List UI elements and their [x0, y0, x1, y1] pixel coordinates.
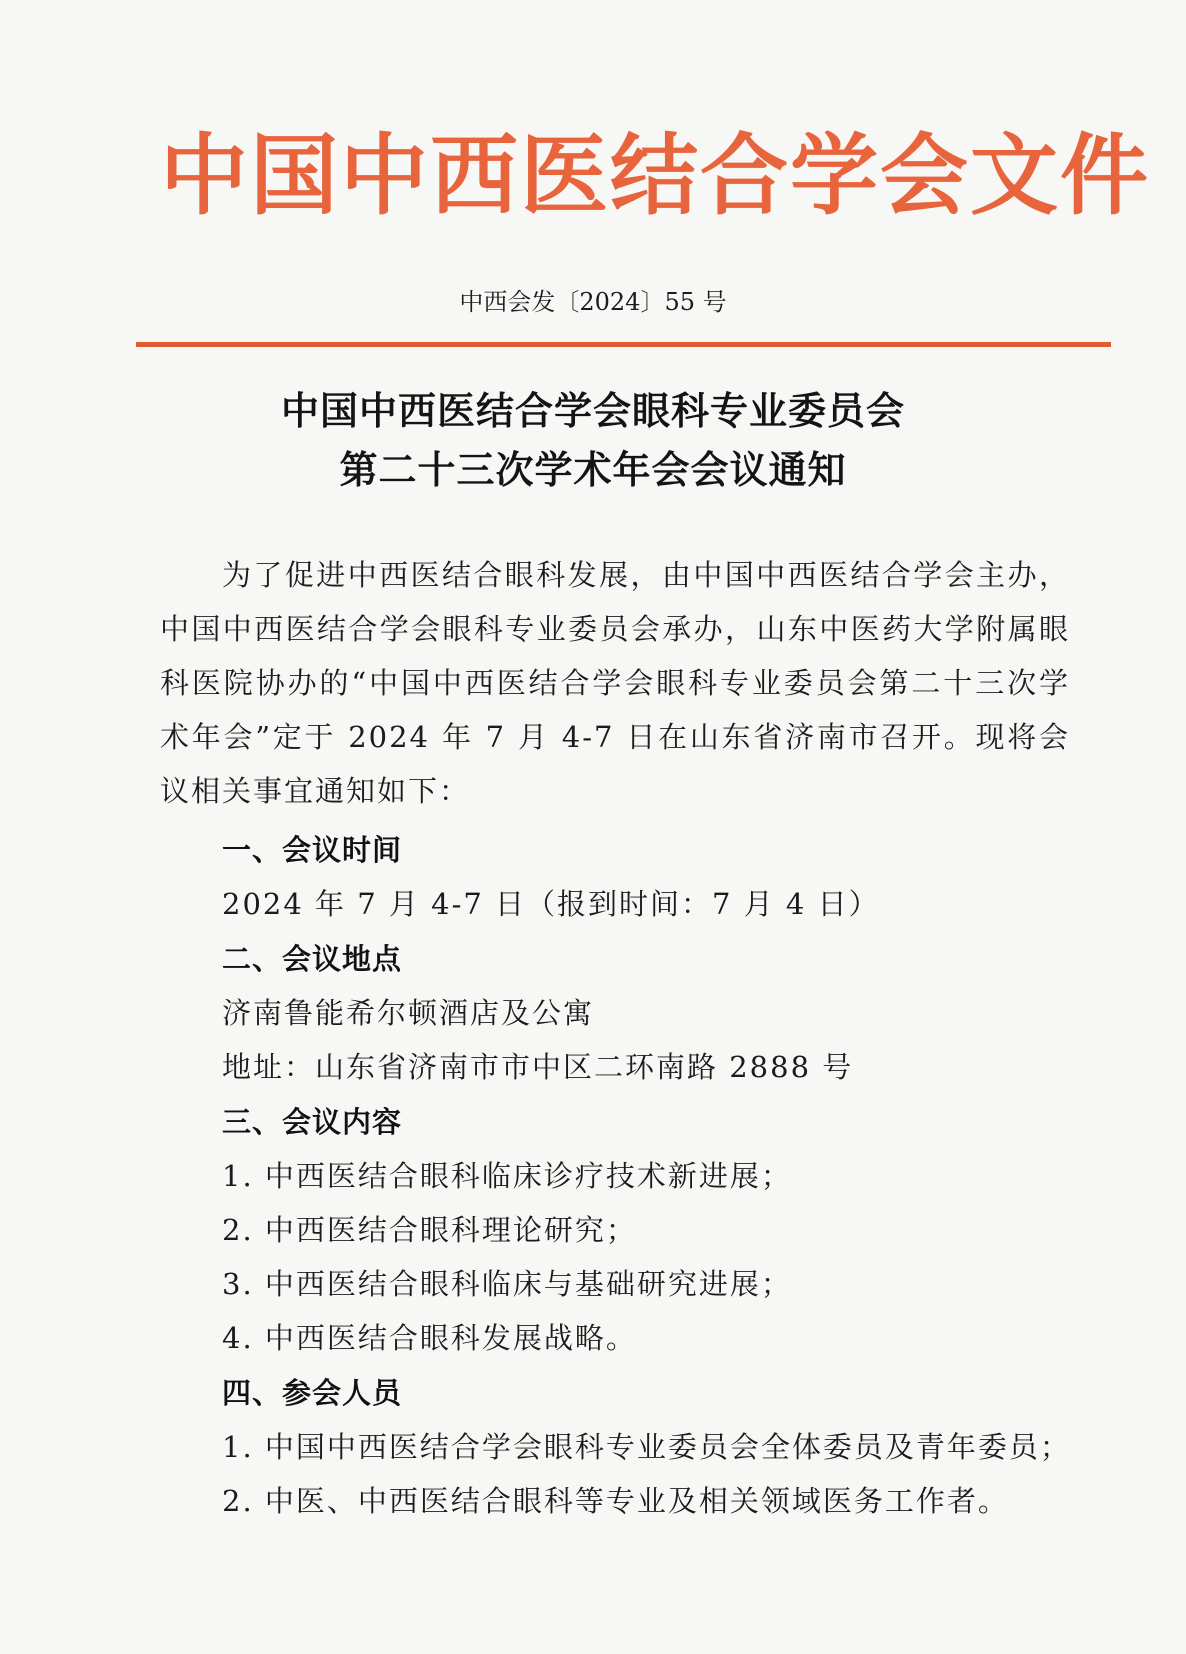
content-list-item: 1. 中西医结合眼科临床诊疗技术新进展； — [222, 1159, 792, 1193]
org-header-title: 中国中西医结合学会文件 — [160, 124, 1151, 227]
red-divider-rule — [136, 342, 1111, 347]
document-number: 中西会发〔2024〕55 号 — [459, 288, 727, 316]
section-heading-content: 三、会议内容 — [222, 1105, 403, 1139]
content-list-item: 3. 中西医结合眼科临床与基础研究进展； — [222, 1267, 792, 1301]
attendee-list-item: 2. 中医、中西医结合眼科等专业及相关领域医务工作者。 — [222, 1484, 1009, 1518]
meeting-venue-text: 济南鲁能希尔顿酒店及公寓 — [222, 996, 595, 1030]
content-list-item: 4. 中西医结合眼科发展战略。 — [222, 1321, 637, 1355]
section-heading-location: 二、会议地点 — [222, 942, 403, 976]
section-heading-time: 一、会议时间 — [222, 833, 403, 867]
intro-paragraph: 为了促进中西医结合眼科发展，由中国中西医结合学会主办，中国中西医结合学会眼科专业委员会承办，山东中医药大学附属眼科医院协办的“中国中西医结合学会眼科专业委员会第二十三次学术年会”定于 2024 年 7 月 4-7 日在山东省济南市召开。现将会议相关事宜通知如下： — [160, 558, 1070, 808]
attendee-list-item: 1. 中国中西医结合学会眼科专业委员会全体委员及青年委员； — [222, 1430, 1071, 1464]
notice-title-line-2: 第二十三次学术年会会议通知 — [339, 448, 847, 492]
meeting-time-text: 2024 年 7 月 4-7 日（报到时间：7 月 4 日） — [222, 887, 880, 921]
notice-title-line-1: 中国中西医结合学会眼科专业委员会 — [280, 389, 905, 433]
content-list-item: 2. 中西医结合眼科理论研究； — [222, 1213, 637, 1247]
meeting-address-text: 地址：山东省济南市市中区二环南路 2888 号 — [222, 1050, 854, 1084]
section-heading-attendees: 四、参会人员 — [222, 1376, 403, 1410]
